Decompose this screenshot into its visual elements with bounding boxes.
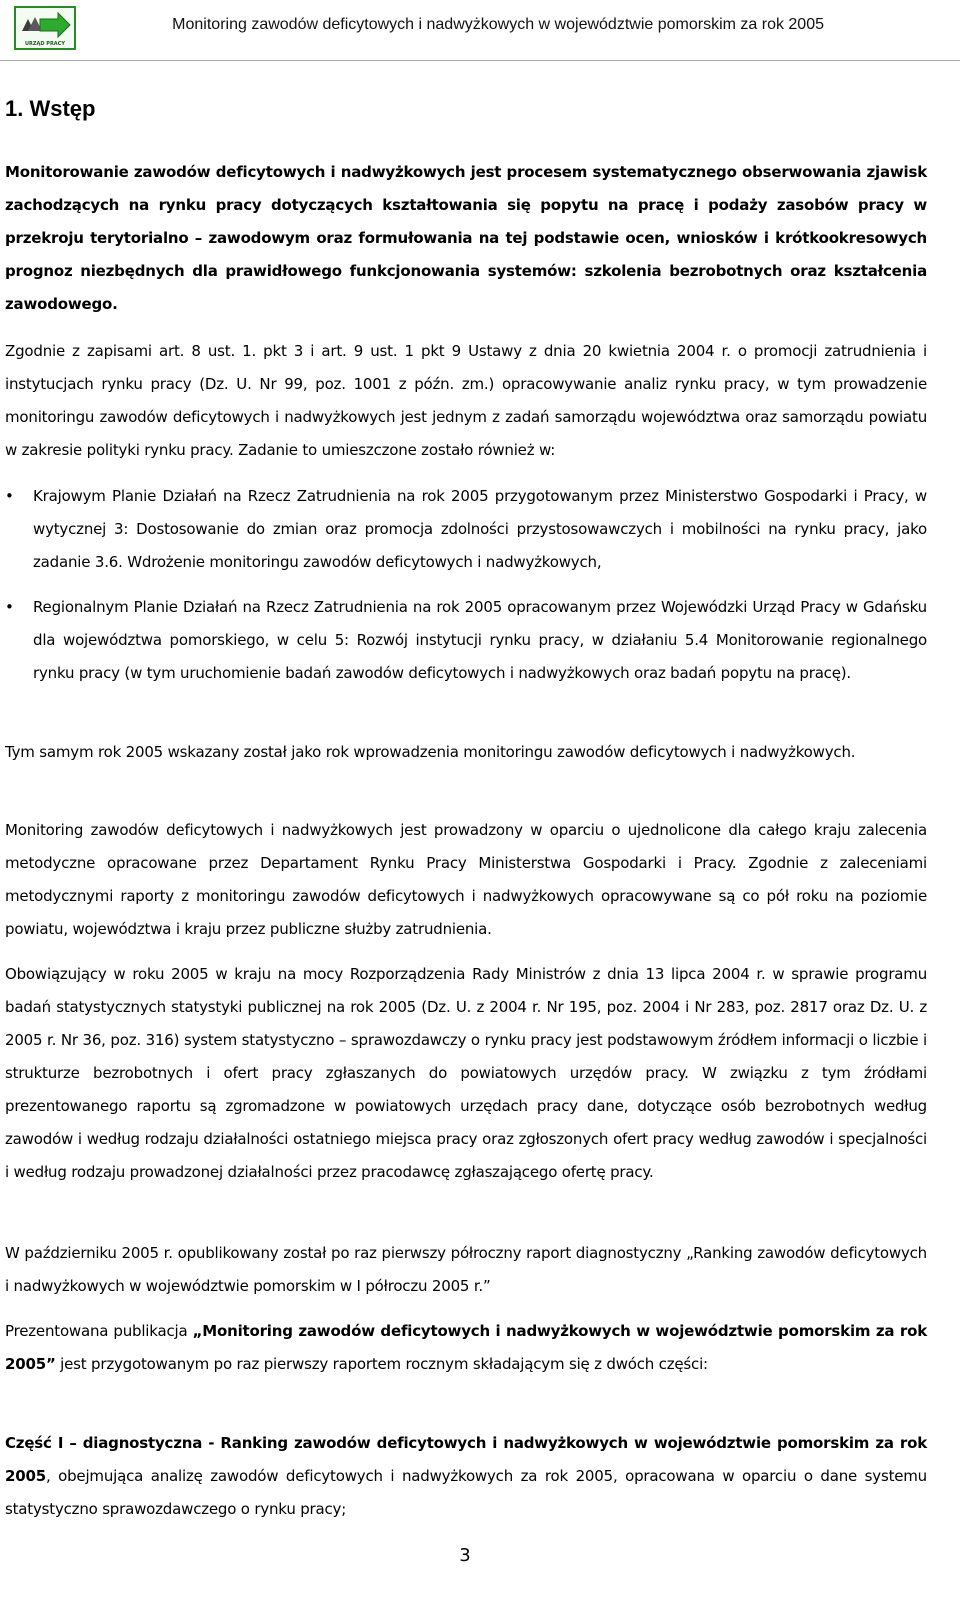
page-number: 3 <box>459 1545 471 1566</box>
list-item-text: Regionalnym Planie Działań na Rzecz Zatrudnienia na rok 2005 opracowanym przez Wojewódzki Urząd Pracy w Gdańsku dla województwa pomorskiego, w celu 5: Rozwój instytucji rynku pracy, w działaniu 5.4 Monitorowanie regionalnego rynku pracy (w tym uruchomienie badań zawodów deficytowych i nadwyżkowych oraz badań popytu na pracę). <box>33 598 927 682</box>
legal-basis-paragraph: Zgodnie z zapisami art. 8 ust. 1. pkt 3 i art. 9 ust. 1 pkt 9 Ustawy z dnia 20 kwietnia 2004 r. o promocji zatrudnienia i instytucjach rynku pracy (Dz. U. Nr 99, poz. 1001 z późn. zm.) opracowywanie analiz rynku pracy, w tym prowadzenie monitoringu zawodów deficytowych i nadwyżkowych jest jednym z zadań samorządu województwa oraz samorządu powiatu w zakresie polityki rynku pracy. Zadanie to umieszczone zostało również w: <box>5 342 927 459</box>
statistics-paragraph: Obowiązujący w roku 2005 w kraju na mocy Rozporządzenia Rady Ministrów z dnia 13 lipca 2004 r. w sprawie programu badań statystycznych statystyki publicznej na rok 2005 (Dz. U. z 2004 r. Nr 195, poz. 2004 i Nr 283, poz. 2817 oraz Dz. U. z 2005 r. Nr 36, poz. 316) system statystyczno – sprawozdawczy o rynku pracy jest podstawowym źródłem informacji o liczbie i strukturze bezrobotnych i ofert pracy zgłaszanych do powiatowych urzędów pracy. W związku z tym źródłami prezentowanego raportu są zgromadzone w powiatowych urzędach pracy dane, dotyczące osób bezrobotnych według zawodów i według rodzaju działalności ostatniego miejsca pracy oraz zgłoszonych ofert pracy według zawodów i specjalności i według rodzaju prowadzonej działalności przez pracodawcę zgłaszającego ofertę pracy. <box>5 965 927 1181</box>
part-one-description: , obejmująca analizę zawodów deficytowych i nadwyżkowych za rok 2005, opracowana w oparciu o dane systemu statystyczno sprawozdawczego o rynku pracy; <box>5 1467 927 1518</box>
publication-title: „Monitoring zawodów deficytowych i nadwyżkowych w województwie pomorskim za rok 2005” <box>5 1322 927 1373</box>
part-one-paragraph <box>5 1427 927 1526</box>
logo-caption: URZĄD PRACY <box>25 41 65 47</box>
publication-description: jest przygotowanym po raz pierwszy raportem rocznym składającym się z dwóch części: <box>55 1355 708 1373</box>
year-paragraph: Tym samym rok 2005 wskazany został jako rok wprowadzenia monitoringu zawodów deficytowych i nadwyżkowych. <box>5 743 856 761</box>
page-header <box>0 0 960 62</box>
publication-paragraph <box>5 1315 927 1381</box>
part-one-title: Część I – diagnostyczna - Ranking zawodów deficytowych i nadwyżkowych w województwie pomorskim za rok 2005 <box>5 1434 927 1485</box>
methodology-paragraph: Monitoring zawodów deficytowych i nadwyżkowych jest prowadzony w oparciu o ujednolicone dla całego kraju zalecenia metodyczne opracowane przez Departament Rynku Pracy Ministerstwa Gospodarki i Pracy. Zgodnie z zaleceniami metodycznymi raporty z monitoringu zawodów deficytowych i nadwyżkowych opracowywane są co pół roku na poziomie powiatu, województwa i kraju przez publiczne służby zatrudnienia. <box>5 821 927 938</box>
office-logo <box>14 6 76 50</box>
list-item-text: Krajowym Planie Działań na Rzecz Zatrudnienia na rok 2005 przygotowanym przez Ministerstwo Gospodarki i Pracy, w wytycznej 3: Dostosowanie do zmian oraz promocja zdolności przystosowawczych i mobilności na rynku pracy, jako zadanie 3.6. Wdrożenie monitoringu zawodów deficytowych i nadwyżkowych, <box>33 487 927 571</box>
intro-paragraph: Monitorowanie zawodów deficytowych i nadwyżkowych jest procesem systematycznego obserwowania zjawisk zachodzących na rynku pracy dotyczących kształtowania się popytu na pracę i podaży zasobów pracy w przekroju terytorialno – zawodowym oraz formułowania na tej podstawie ocen, wniosków i krótkookresowych prognoz niezbędnych dla prawidłowego funkcjonowania systemów: szkolenia bezrobotnych oraz kształcenia zawodowego. <box>5 163 927 313</box>
running-header-title: Monitoring zawodów deficytowych i nadwyżkowych w województwie pomorskim za rok 2005 <box>172 16 824 33</box>
bullet-icon: • <box>5 598 14 616</box>
report-history-paragraph: W październiku 2005 r. opublikowany został po raz pierwszy półroczny raport diagnostyczny „Ranking zawodów deficytowych i nadwyżkowych w województwie pomorskim w I półroczu 2005 r.” <box>5 1244 927 1295</box>
section-heading: 1. Wstęp <box>5 96 96 121</box>
publication-intro-text: Prezentowana publikacja <box>5 1322 193 1340</box>
arrow-logo-icon <box>18 9 72 41</box>
header-divider <box>0 60 960 61</box>
bullet-icon: • <box>5 487 14 505</box>
